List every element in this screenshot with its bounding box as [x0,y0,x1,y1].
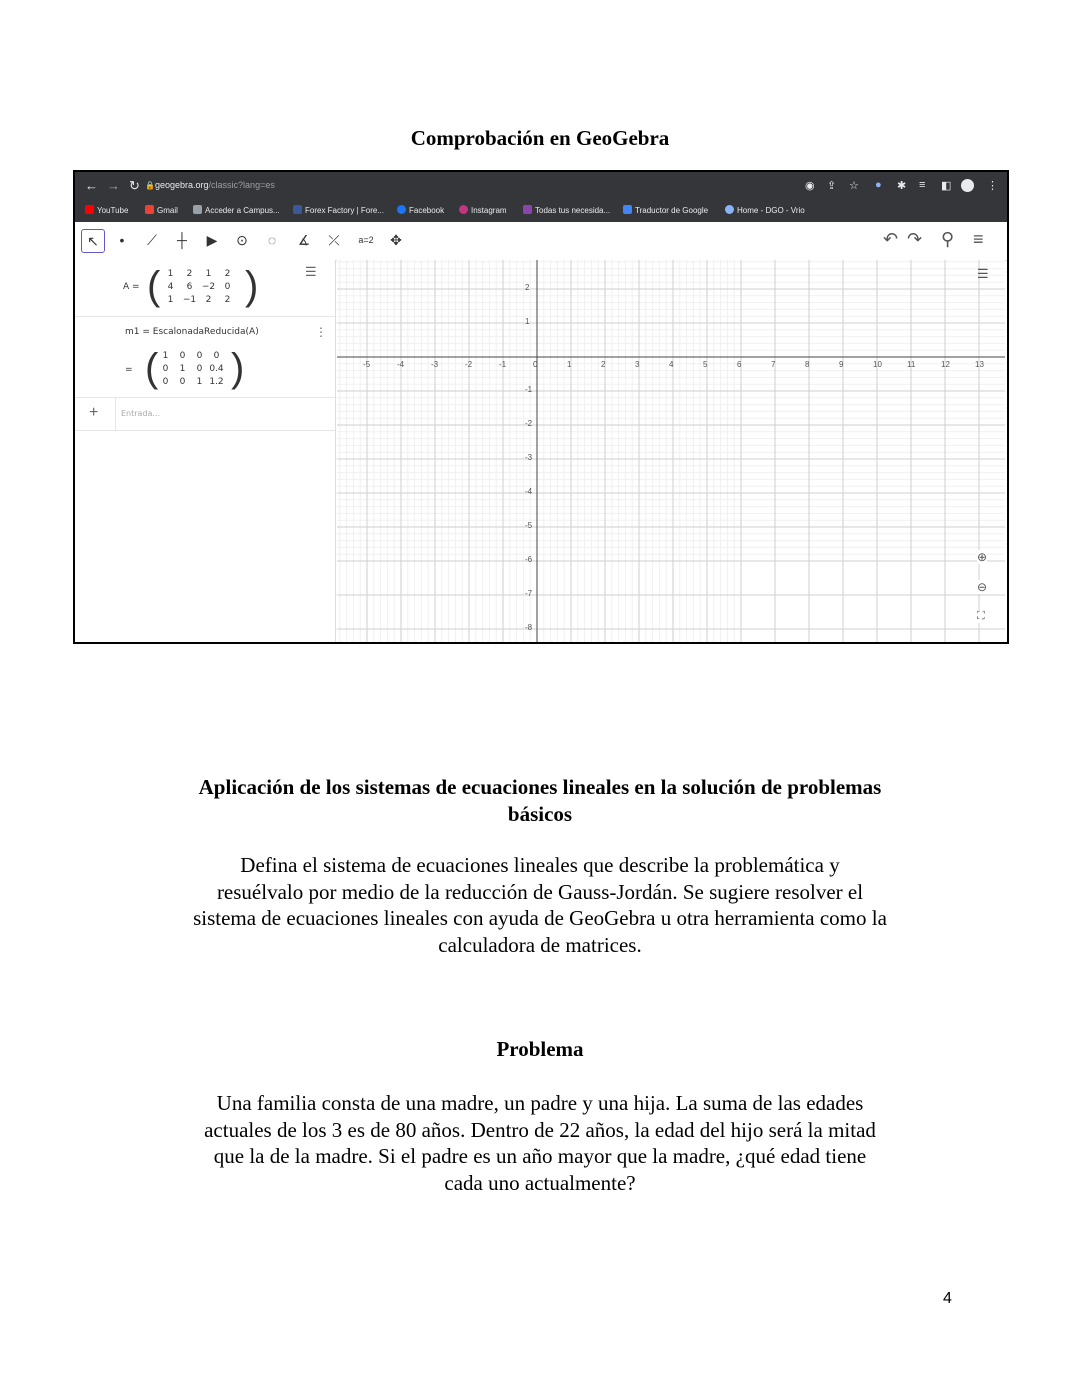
matrix-cell: 1 [179,364,186,374]
instructions-line: calculadora de matrices. [438,932,642,957]
matrix-cell: 0 [179,351,186,361]
star-icon[interactable]: ☆ [849,180,859,192]
bookmark-label: Todas tus necesida... [535,206,611,215]
window-icon[interactable]: ◧ [941,180,952,192]
x-tick-label: 2 [601,360,606,369]
bookmark-campus[interactable] [193,205,280,215]
search-icon[interactable]: ⚲ [941,229,955,249]
bookmark-label: Traductor de Google [635,206,709,215]
x-tick-label: 8 [805,360,810,369]
x-tick-label: 10 [873,360,882,369]
matrix-cell: 6 [186,282,193,292]
reflect-tool-icon[interactable]: ⤫ [328,232,340,248]
matrix-cell: 2 [186,269,193,279]
bookmark-label: Gmail [157,206,178,215]
url-bar [75,172,1007,200]
matrix-cell: 0 [196,364,203,374]
bookmark-home-dgo[interactable] [725,205,805,215]
m1-command: EscalonadaReducida(A) [152,327,259,337]
y-tick-label: -6 [525,555,533,564]
back-arrow-icon[interactable]: ← [85,178,98,193]
section-title-line-2: básicos [507,802,573,826]
algebra-row-a[interactable] [75,260,335,317]
matrix-cell: 0 [162,364,169,374]
undo-icon[interactable]: ↶ [883,229,899,249]
google-icon[interactable]: ◉ [805,180,815,192]
reload-icon[interactable]: ↻ [129,178,140,193]
matrix-cell: −2 [201,282,216,292]
y-tick-label: 1 [525,317,530,326]
m1-label: m1 [125,327,140,337]
x-tick-label: 1 [567,360,572,369]
x-tick-label: -1 [499,360,507,369]
x-tick-label: 0 [533,360,538,369]
line-tool-icon[interactable]: ⟋ [147,232,157,248]
instructions-line: resuélvalo por medio de la reducción de Gauss-Jordán. Se sugiere resolver el [216,879,864,904]
menu-dots-icon[interactable]: ⋮ [987,180,998,192]
matrix-cell: 0.4 [209,364,224,374]
matrix-cell: 0 [179,377,186,387]
page-heading: Comprobación en GeoGebra [410,126,670,150]
matrix-cell: 2 [224,295,231,305]
bookmark-label: Facebook [409,206,445,215]
x-tick-label: -5 [363,360,371,369]
x-tick-label: 5 [703,360,708,369]
forward-arrow-icon[interactable]: → [107,178,120,193]
y-tick-label: -3 [525,453,533,462]
matrix-cell: 4 [167,282,174,292]
geogebra-toolbar [75,222,1007,261]
problem-line: actuales de los 3 es de 80 años. Dentro de 22 años, la edad del hijo será la mitad [204,1117,876,1142]
bookmark-traductor[interactable] [623,205,708,215]
slider-tool-icon[interactable]: a=2 [358,235,374,245]
bookmark-label: YouTube [97,206,129,215]
zoom-out-icon[interactable]: ⊖ [977,580,988,594]
x-tick-label: -2 [465,360,473,369]
x-tick-label: 9 [839,360,844,369]
equals-sign: = [125,365,133,375]
instructions-line: Defina el sistema de ecuaciones lineales que describe la problemática y [240,853,840,877]
matrix-cell: 2 [205,295,212,305]
matrix-cell: 1 [205,269,212,279]
matrix-cell: 1.2 [209,377,224,387]
list-icon[interactable]: ≡ [919,179,926,191]
matrix-a-label: A = [123,282,140,292]
x-tick-label: 11 [907,360,916,369]
lock-icon: 🔒 [145,181,155,190]
url-path: /classic?lang=es [208,180,275,190]
browser-chrome [75,172,1007,222]
share-icon[interactable]: ⇪ [827,180,837,192]
x-tick-label: -4 [397,360,405,369]
y-tick-label: -4 [525,487,533,496]
url-host: geogebra.org [155,180,209,190]
polygon-tool-icon[interactable]: ▶ [206,232,218,248]
input-field[interactable]: Entrada... [121,409,161,418]
bookmark-youtube[interactable] [85,205,128,215]
problem-line: que la de la madre. Si el padre es un año mayor que la madre, ¿qué edad tiene [213,1144,867,1168]
y-tick-label: 2 [525,283,530,292]
bookmark-label: Acceder a Campus... [205,206,280,215]
section-title [0,774,1080,828]
puzzle-icon[interactable]: ✱ [897,180,907,192]
x-tick-label: 6 [737,360,742,369]
section-title-line-1: Aplicación de los sistemas de ecuaciones lineales en la solución de problemas [198,775,882,799]
bookmark-forex[interactable] [293,205,384,215]
fullscreen-icon[interactable]: ⛶ [977,610,985,622]
hamburger-menu-icon[interactable]: ≡ [973,229,984,249]
matrix-cell: 1 [196,377,203,387]
right-paren-icon: ) [231,346,245,390]
coordinate-grid [337,260,1005,642]
redo-icon[interactable]: ↷ [907,229,923,249]
style-bar-icon[interactable]: ☰ [977,266,989,281]
bookmark-label: Home - DGO - Vrio [737,206,805,215]
angle-tool-icon[interactable]: ∡ [297,232,311,248]
instructions-paragraph [0,852,1080,958]
bookmarks-bar [75,200,1007,222]
algebra-view [75,260,336,642]
bookmark-facebook[interactable] [397,205,444,215]
matrix-cell: 0 [196,351,203,361]
matrix-cell: 1 [167,295,174,305]
problem-paragraph [0,1090,1080,1196]
left-paren-icon: ( [145,346,159,390]
x-tick-label: -3 [431,360,439,369]
left-paren-icon: ( [147,264,161,308]
problem-line: cada uno actualmente? [444,1170,636,1195]
bookmark-label: Forex Factory | Fore... [305,206,384,215]
move-view-icon[interactable]: ✥ [390,232,402,248]
bookmark-instagram[interactable] [459,205,507,215]
matrix-cell: 1 [167,269,174,279]
avatar[interactable] [961,179,974,192]
geogebra-screenshot [73,170,1009,644]
matrix-cell: −1 [182,295,197,305]
matrix-cell: 1 [162,351,169,361]
add-icon[interactable]: + [89,404,99,421]
bookmark-label: Instagram [471,206,507,215]
x-tick-label: 3 [635,360,640,369]
x-tick-label: 12 [941,360,950,369]
y-tick-label: -2 [525,419,533,428]
address-field[interactable] [155,180,275,190]
item-menu-icon[interactable]: ⋮ [315,325,327,339]
matrix-cell: 0 [224,282,231,292]
settings-icon[interactable]: ☰ [305,264,317,279]
algebra-row-m1[interactable]: m1 = EscalonadaReducida(A) ⋮ = ( 1 0 0 0 0 1 0 0.4 0 0 1 1.2 ) [75,317,335,398]
y-tick-label: -7 [525,589,533,598]
conic-tool-icon[interactable]: ◌ [267,232,277,248]
x-tick-label: 4 [669,360,674,369]
x-tick-label: 7 [771,360,776,369]
y-tick-label: -1 [525,385,533,394]
x-tick-label: 13 [975,360,984,369]
y-tick-label: -8 [525,623,533,632]
bookmark-todas[interactable] [523,205,610,215]
problem-line: Una familia consta de una madre, un padre y una hija. La suma de las edades [216,1091,864,1115]
bookmark-gmail[interactable] [145,205,178,215]
y-tick-label: -5 [525,521,533,530]
graphics-view[interactable] [337,260,1005,642]
matrix-cell: 2 [224,269,231,279]
move-tool-icon[interactable]: ↖ [81,229,105,253]
zoom-in-icon[interactable]: ⊕ [977,550,988,564]
algebra-input-row[interactable] [75,398,335,431]
matrix-cell: 0 [162,377,169,387]
page-number: 4 [943,1290,952,1307]
instructions-line: sistema de ecuaciones lineales con ayuda de GeoGebra u otra herramienta como la [193,906,887,930]
input-divider [115,398,116,430]
right-paren-icon: ) [245,264,259,308]
point-tool-icon[interactable]: • [119,232,125,248]
matrix-cell: 0 [213,351,220,361]
extension-icon[interactable]: ● [875,179,882,191]
circle-tool-icon[interactable]: ⊙ [236,232,248,248]
problem-heading: Problema [496,1037,584,1061]
perpendicular-tool-icon[interactable]: ┼ [177,232,187,248]
